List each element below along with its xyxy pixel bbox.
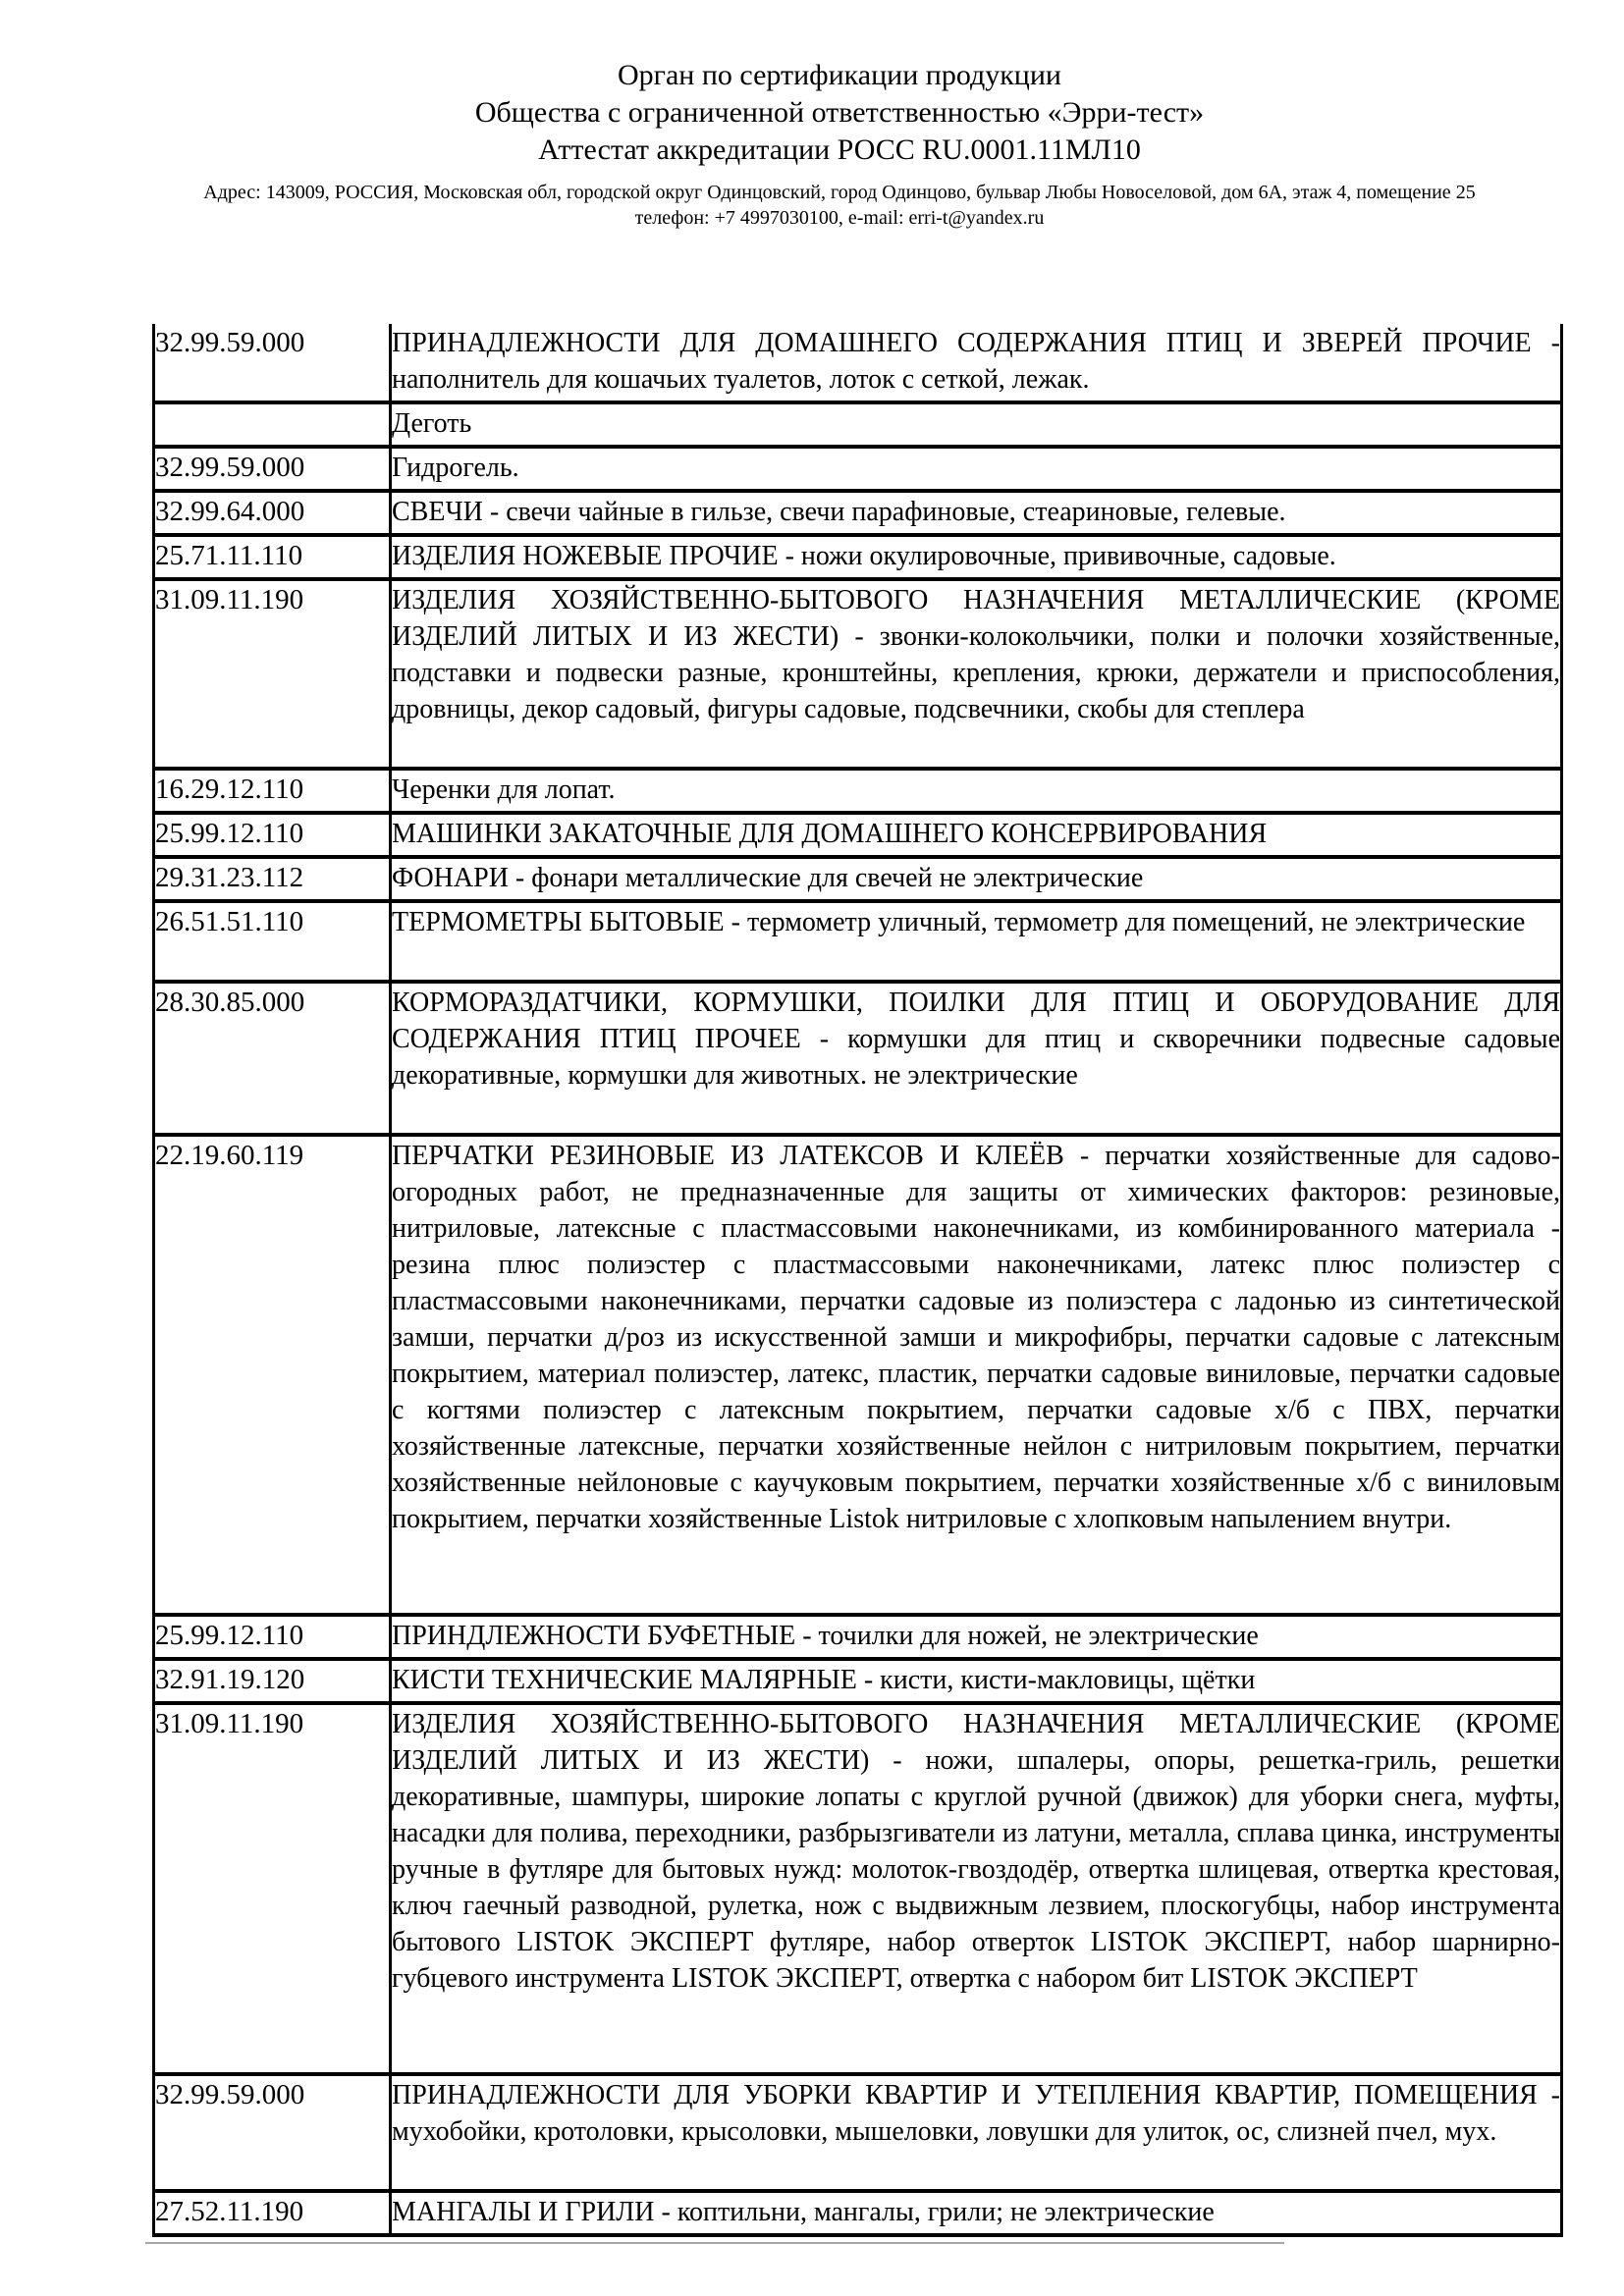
product-description-cell: ИЗДЕЛИЯ ХОЗЯЙСТВЕННО-БЫТОВОГО НАЗНАЧЕНИЯ МЕТАЛЛИЧЕСКИЕ (КРОМЕ ИЗДЕЛИЙ ЛИТЫХ И ИЗ ЖЕСТИ) - ножи, шпалеры, опоры, решетка-гриль, решетки декоративные, шампуры, широкие лопаты с круглой ручной (движок) для уборки снега, муфты, насадки для полива, переходники, разбрызгиватели из латуни, металла, сплава цинка, инструменты ручные в футляре для бытовых нужд: молоток-гвоздодёр, отвертка шлицевая, отвертка крестовая, ключ гаечный разводной, рулетка, нож с выдвижным лезвием, плоскогубцы, набор инструмента бытового LISTOK ЭКСПЕРТ футляре, набор отверток LISTOK ЭКСПЕРТ, набор шарнирно-губцевого инструмента LISTOK ЭКСПЕРТ, отвертка с набором бит LISTOK ЭКСПЕРТ (391, 1703, 1562, 2074)
document-header (118, 57, 1561, 231)
table-row (154, 857, 1562, 901)
product-code-cell: 25.99.12.110 (154, 1615, 391, 1659)
table-row (154, 1615, 1562, 1659)
table-row (154, 982, 1562, 1135)
product-description-cell: КИСТИ ТЕХНИЧЕСКИЕ МАЛЯРНЫЕ - кисти, кисти-макловицы, щётки (391, 1659, 1562, 1703)
product-description-cell: ИЗДЕЛИЯ НОЖЕВЫЕ ПРОЧИЕ - ножи окулировочные, прививочные, садовые. (391, 535, 1562, 579)
org-address: Адрес: 143009, РОССИЯ, Московская обл, городской округ Одинцовский, город Одинцово, бульвар Любы Новоселовой, дом 6А, этаж 4, помещение 25 (203, 182, 1476, 203)
product-code-cell: 25.99.12.110 (154, 813, 391, 857)
product-code-cell: 32.99.64.000 (154, 491, 391, 535)
org-title-line-1: Орган по сертификации продукции (618, 59, 1061, 91)
product-description-cell: Деготь (391, 402, 1562, 447)
product-code-cell: 16.29.12.110 (154, 769, 391, 813)
table-row (154, 324, 1562, 402)
product-description-cell: МАНГАЛЫ И ГРИЛИ - коптильни, мангалы, грили; не электрические (391, 2191, 1562, 2235)
table-row (154, 579, 1562, 769)
table-row (154, 769, 1562, 813)
product-description-cell: ПРИНДЛЕЖНОСТИ БУФЕТНЫЕ - точилки для ножей, не электрические (391, 1615, 1562, 1659)
product-code-cell: 32.91.19.120 (154, 1659, 391, 1703)
product-description-cell: Гидрогель. (391, 447, 1562, 491)
product-description-cell: Черенки для лопат. (391, 769, 1562, 813)
product-code-cell: 32.99.59.000 (154, 447, 391, 491)
table-row (154, 901, 1562, 982)
table-row (154, 447, 1562, 491)
product-description-cell: МАШИНКИ ЗАКАТОЧНЫЕ ДЛЯ ДОМАШНЕГО КОНСЕРВИРОВАНИЯ (391, 813, 1562, 857)
product-code-cell: 22.19.60.119 (154, 1135, 391, 1615)
table-row (154, 1659, 1562, 1703)
product-code-cell (154, 402, 391, 447)
product-description-cell: ПЕРЧАТКИ РЕЗИНОВЫЕ ИЗ ЛАТЕКСОВ И КЛЕЁВ - перчатки хозяйственные для садово-огородных работ, не предназначенные для защиты от химических факторов: резиновые, нитриловые, латексные с пластмассовыми наконечниками, из комбинированного материала - резина плюс полиэстер с пластмассовыми наконечниками, латекс плюс полиэстер с пластмассовыми наконечниками, перчатки садовые из полиэстера с ладонью из синтетической замши, перчатки д/роз из искусственной замши и микрофибры, перчатки садовые с латексным покрытием, материал полиэстер, латекс, пластик, перчатки садовые виниловые, перчатки садовые с когтями полиэстер с латексным покрытием, перчатки садовые х/б с ПВХ, перчатки хозяйственные латексные, перчатки хозяйственные нейлон с нитриловым покрытием, перчатки хозяйственные нейлоновые с каучуковым покрытием, перчатки хозяйственные х/б с виниловым покрытием, перчатки хозяйственные Listok нитриловые с хлопковым напылением внутри. (391, 1135, 1562, 1615)
product-code-cell: 29.31.23.112 (154, 857, 391, 901)
product-code-cell: 32.99.59.000 (154, 324, 391, 402)
table-row (154, 813, 1562, 857)
table-row (154, 2074, 1562, 2191)
product-description-cell: ТЕРМОМЕТРЫ БЫТОВЫЕ - термометр уличный, термометр для помещений, не электрические (391, 901, 1562, 982)
table-row (154, 535, 1562, 579)
product-description-cell: ФОНАРИ - фонари металлические для свечей не электрические (391, 857, 1562, 901)
product-description-cell: ПРИНАДЛЕЖНОСТИ ДЛЯ УБОРКИ КВАРТИР И УТЕПЛЕНИЯ КВАРТИР, ПОМЕЩЕНИЯ - мухобойки, кротоловки, крысоловки, мышеловки, ловушки для улиток, ос, слизней пчел, мух. (391, 2074, 1562, 2191)
product-code-cell: 26.51.51.110 (154, 901, 391, 982)
table-row (154, 1703, 1562, 2074)
product-code-cell: 25.71.11.110 (154, 535, 391, 579)
product-description-cell: СВЕЧИ - свечи чайные в гильзе, свечи парафиновые, стеариновые, гелевые. (391, 491, 1562, 535)
table-row (154, 402, 1562, 447)
product-code-cell: 27.52.11.190 (154, 2191, 391, 2235)
table-row (154, 1135, 1562, 1615)
scan-artifact-line (145, 2242, 1284, 2244)
product-description-cell: ИЗДЕЛИЯ ХОЗЯЙСТВЕННО-БЫТОВОГО НАЗНАЧЕНИЯ МЕТАЛЛИЧЕСКИЕ (КРОМЕ ИЗДЕЛИЙ ЛИТЫХ И ИЗ ЖЕСТИ) - звонки-колокольчики, полки и полочки хозяйственные, подставки и подвески разные, кронштейны, крепления, крюки, держатели и приспособления, дровницы, декор садовый, фигуры садовые, подсвечники, скобы для степлера (391, 579, 1562, 769)
org-title-line-2: Общества с ограниченной ответственностью «Эрри-тест» (474, 96, 1205, 129)
product-code-cell: 31.09.11.190 (154, 579, 391, 769)
accreditation-line: Аттестат аккредитации РОСС RU.0001.11МЛ10 (538, 133, 1141, 166)
product-description-cell: КОРМОРАЗДАТЧИКИ, КОРМУШКИ, ПОИЛКИ ДЛЯ ПТИЦ И ОБОРУДОВАНИЕ ДЛЯ СОДЕРЖАНИЯ ПТИЦ ПРОЧЕЕ - кормушки для птиц и скворечники подвесные садовые декоративные, кормушки для животных. не электрические (391, 982, 1562, 1135)
table-row (154, 2191, 1562, 2235)
product-code-cell: 28.30.85.000 (154, 982, 391, 1135)
product-description-cell: ПРИНАДЛЕЖНОСТИ ДЛЯ ДОМАШНЕГО СОДЕРЖАНИЯ ПТИЦ И ЗВЕРЕЙ ПРОЧИЕ - наполнитель для кошачьих туалетов, лоток с сеткой, лежак. (391, 324, 1562, 402)
org-contact: телефон: +7 4997030100, e-mail: erri-t@yandex.ru (634, 207, 1045, 229)
product-code-cell: 31.09.11.190 (154, 1703, 391, 2074)
product-code-cell: 32.99.59.000 (154, 2074, 391, 2191)
product-table (152, 324, 1563, 2237)
table-row (154, 491, 1562, 535)
